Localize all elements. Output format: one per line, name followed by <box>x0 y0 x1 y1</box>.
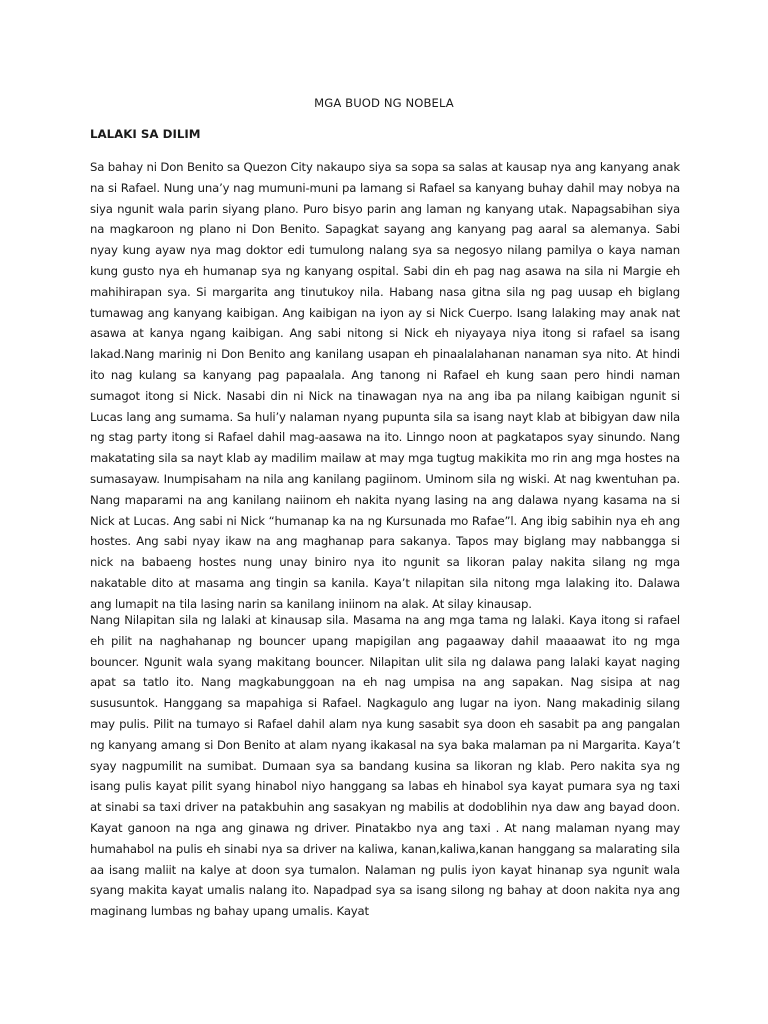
section-heading: LALAKI SA DILIM <box>90 127 201 141</box>
document-title: MGA BUOD NG NOBELA <box>314 96 454 110</box>
paragraph-2: Nang Nilapitan sila ng lalaki at kinausap sila. Masama na ang mga tama ng lalaki. Kaya itong si rafael eh pilit na naghahanap ng bouncer upang mapigilan ang pagaaway dahil maaaawat ito ng mga bouncer. Ngunit wala syang makitang bouncer. Nilapitan ulit sila ng dalawa pang lalaki kayat naging apat sa tatlo ito. Nang magkabunggoan na eh nag umpisa na ang sapakan. Nag sisipa at nag sususuntok. Hanggang sa mapahiga si Rafael. Nagkagulo ang lugar na iyon. Nang makadinig silang may pulis. Pilit na tumayo si Rafael dahil alam nya kung sasabit sya doon eh sasabit pa ang pangalan ng kanyang amang si Don Benito at alam nyang ikakasal na sya baka malaman pa ni Margarita. Kaya’t syay nagpumilit na sumibat. Dumaan sya sa bandang kusina sa likoran ng klab. Pero nakita sya ng isang pulis kayat pilit syang hinabol niyo hanggang sa labas eh hinabol sya kayat pumara sya ng taxi at sinabi sa taxi driver na patakbuhin ang sasakyan ng mabilis at dodoblihin nya daw ang bayad doon. Kayat ganoon na nga ang ginawa ng driver. Pinatakbo nya ang taxi . At nang malaman nyang may humahabol na pulis eh sinabi nya sa driver na kaliwa, kanan,kaliwa,kanan hanggang sa malarating sila aa isang maliit na kalye at doon sya tumalon. Nalaman ng pulis iyon kayat hinanap sya ngunit wala syang makita kayat umalis nalang ito. Napadpad sya sa isang silong ng bahay at doon nakita nya ang maginang lumbas ng bahay upang umalis. Kayat <box>90 613 680 919</box>
paragraph-1: Sa bahay ni Don Benito sa Quezon City nakaupo siya sa sopa sa salas at kausap nya ang kanyang anak na si Rafael. Nung una’y nag mumuni-muni pa lamang si Rafael sa kanyang buhay dahil may nobya na siya ngunit wala parin siyang plano. Puro bisyo parin ang laman ng kanyang utak. Napagsabihan siya na magkaroon ng plano ni Don Benito. Sapagkat sayang ang kanyang pag aaral sa alemanya. Sabi nyay kung ayaw nya mag doktor edi tumulong nalang sya sa negosyo nilang pamilya o kaya naman kung gusto nya eh humanap sya ng kanyang ospital. Sabi din eh pag nag asawa na sila ni Margie eh mahihirapan sya. Si margarita ang tinutukoy nila. Habang nasa gitna sila ng pag uusap eh biglang tumawag ang kanyang kaibigan. Ang kaibigan na iyon ay si Nick Cuerpo. Isang lalaking may anak nat asawa at kanya ngang kaibigan. Ang sabi nitong si Nick eh niyayaya niya itong si rafael sa isang lakad.Nang marinig ni Don Benito ang kanilang usapan eh pinaalalahanan nanaman sya nito. At hindi ito nag kulang sa kanyang pag papaalala. Ang tanong ni Rafael eh kung saan pero hindi naman sumagot itong si Nick. Nasabi din ni Nick na tinawagan nya na ang iba pa nilang kaibigan ngunit si Lucas lang ang sumama. Sa huli’y nalaman nyang pupunta sila sa isang nayt klab at bibigyan daw nila ng stag party itong si Rafael dahil mag-aasawa na ito. Linngo noon at pagkatapos syay sinundo. Nang makatating sila sa nayt klab ay madilim mailaw at may mga tugtug makikita mo rin ang mga hostes na sumasayaw. Inumpisaham na nila ang kanilang pagiinom. Uminom sila ng wiski. At nag kwentuhan pa. Nang maparami na ang kanilang naiinom eh nakita nyang lasing na ang dalawa nyang kasama na si Nick at Lucas. Ang sabi ni Nick “humanap ka na ng Kursunada mo Rafae”l. Ang ibig sabihin nya eh ang hostes. Ang sabi nyay ikaw na ang maghanap para sakanya. Tapos may biglang may nabbangga si nick na babaeng hostes nung unay biniro nya ito ngunit sa likoran palay nakita silang ng mga nakatable dito at masama ang tingin sa kanila. Kaya’t nilapitan sila nitong mga lalaking ito. Dalawa ang lumapit na tila lasing narin sa kanilang iniinom na alak. At silay kinausap. <box>90 160 680 611</box>
